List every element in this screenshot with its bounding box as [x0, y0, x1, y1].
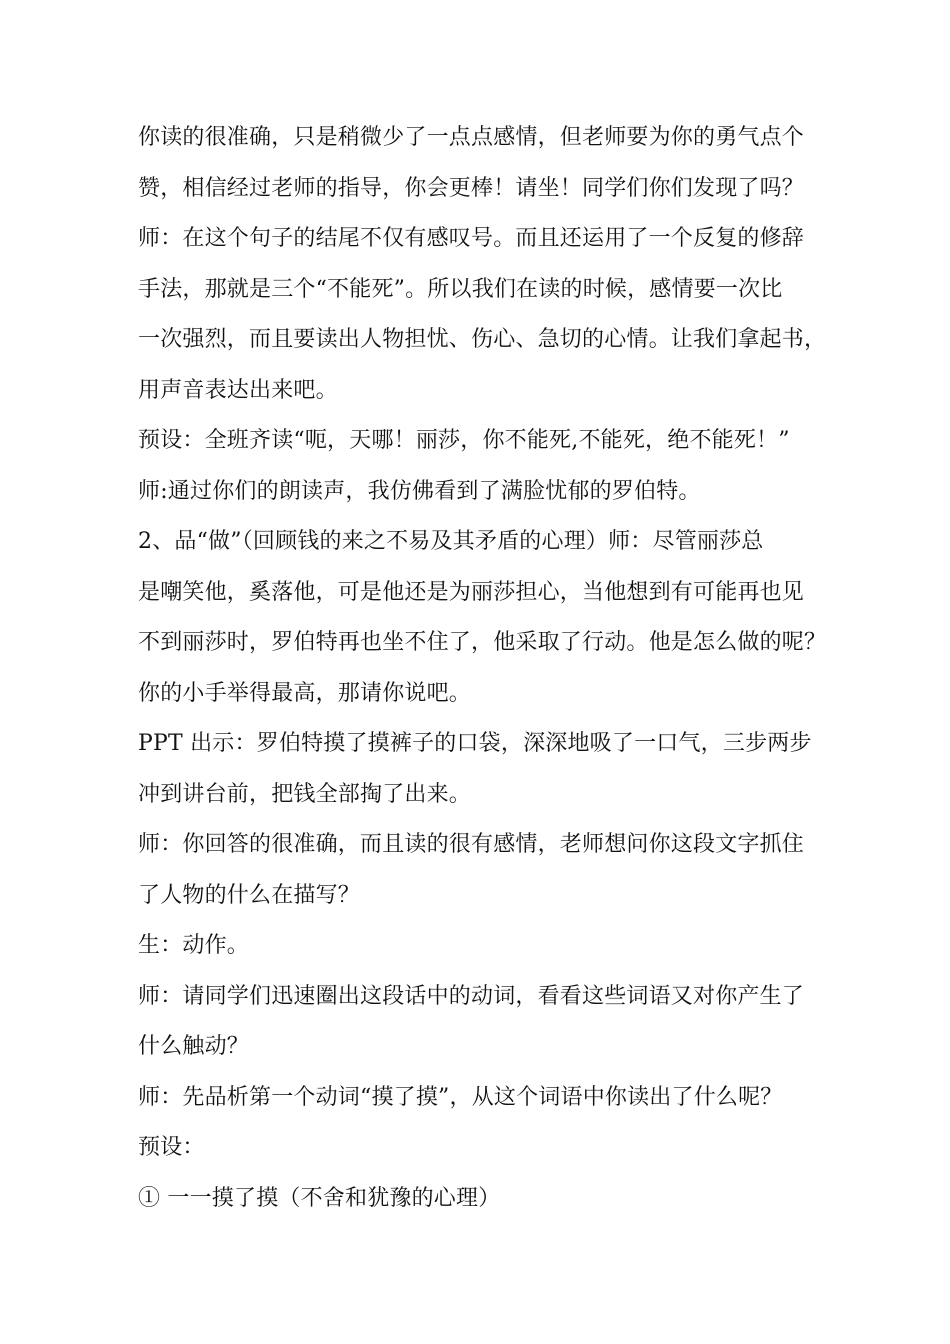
text-line: 师:通过你们的朗读声，我仿佛看到了满脸忧郁的罗伯特。 — [138, 478, 701, 504]
text-line: 了人物的什么在描写？ — [138, 882, 361, 908]
text-line: 师：你回答的很准确，而且读的很有感情，老师想问你这段文字抓住 — [138, 832, 805, 857]
text-line: 赞，相信经过老师的指导，你会更棒！请坐！同学们你们发现了吗？ — [138, 175, 805, 201]
text-line: 师：先品析第一个动词“摸了摸”，从这个词语中你读出了什么呢？ — [138, 1084, 783, 1110]
text-line: 生：动作。 — [138, 933, 250, 958]
text-line: 用声音表达出来吧。 — [138, 377, 338, 403]
text-line: 一次强烈，而且要读出人物担忧、伤心、急切的心情。让我们拿起书， — [138, 327, 827, 352]
text-line: PPT 出示：罗伯特摸了摸裤子的口袋，深深地吸了一口气，三步两步 — [138, 731, 812, 756]
text-line: 不到丽莎时，罗伯特再也坐不住了，他采取了行动。他是怎么做的呢？ — [138, 630, 827, 655]
text-line: 2、品“做”（回顾钱的来之不易及其矛盾的心理）师：尽管丽莎总 — [138, 529, 764, 554]
text-line: ① 一一摸了摸（不舍和犹豫的心理） — [138, 1185, 501, 1211]
text-line: 你的小手举得最高，那请你说吧。 — [138, 680, 472, 706]
text-line: 是嘲笑他，奚落他，可是他还是为丽莎担心，当他想到有可能再也见 — [138, 579, 805, 605]
text-line: 手法，那就是三个“不能死”。所以我们在读的时候，感情要一次比 — [138, 276, 783, 302]
text-line: 你读的很准确，只是稍微少了一点点感情，但老师要为你的勇气点个 — [138, 125, 805, 150]
text-line: 什么触动？ — [138, 1034, 250, 1059]
text-line: 预设： — [138, 1135, 205, 1160]
document-body — [138, 113, 838, 1224]
text-line: 师：在这个句子的结尾不仅有感叹号。而且还运用了一个反复的修辞 — [138, 226, 805, 251]
text-line: 冲到讲台前，把钱全部掏了出来。 — [138, 781, 472, 807]
text-line: 预设：全班齐读“呃，天哪！丽莎，你不能死,不能死，绝不能死！” — [138, 428, 790, 453]
text-line: 师：请同学们迅速圈出这段话中的动词，看看这些词语又对你产生了 — [138, 983, 805, 1009]
